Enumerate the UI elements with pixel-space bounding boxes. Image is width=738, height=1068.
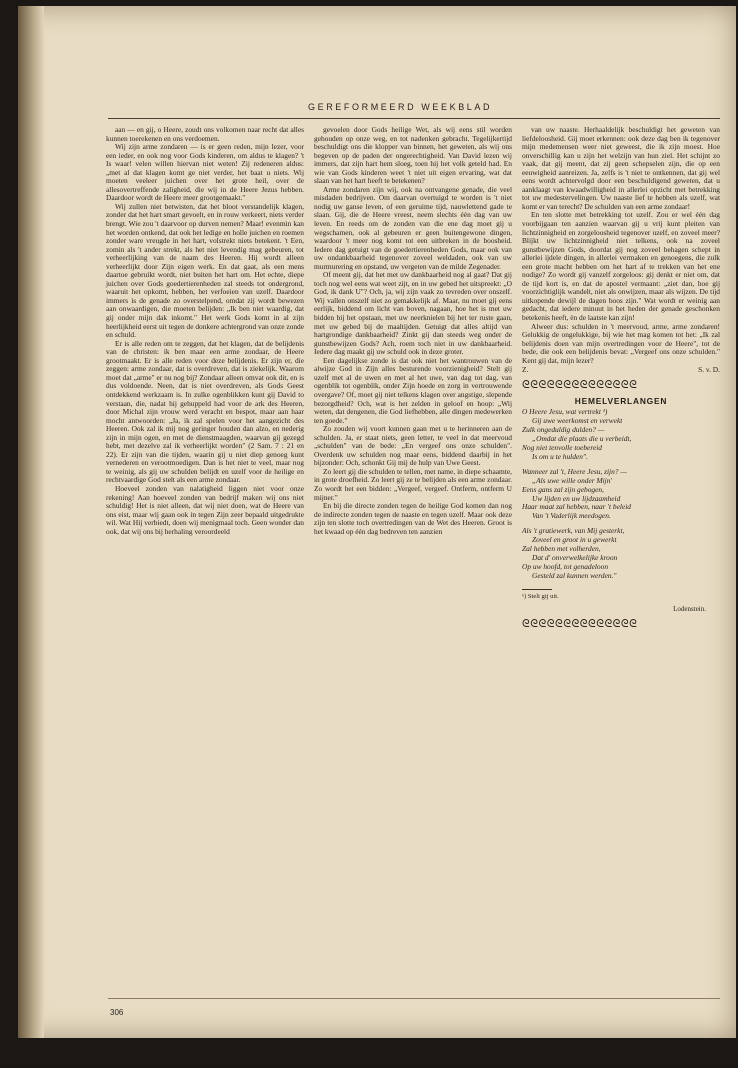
ornament-divider-top: ᘓᘓᘓᘓᘓᘓᘓᘓᘓᘓᘓᘓᘓᘓ [522,378,638,391]
page-number: 306 [110,1008,124,1017]
ornament-divider-bottom: ᘓᘓᘓᘓᘓᘓᘓᘓᘓᘓᘓᘓᘓᘓ [522,617,638,630]
poem-line: Dat d' onverwelkelijke kroon [532,553,618,562]
paragraph: Of meent gij, dat het met uw dankbaarheid nog al gaat? Dat gij toch nog wel eens wat weet zijt, en in uw gebed het uitspreekt: „O God, ik dank U"? Och, ja, wij zijn vaak zo tevreden over onszelf. Wij vallen onszelf niet zo gemakkelijk af. Maar, nu moet gij eens eerlijk, biddend om licht van boven, nagaan, hoe het is met uw bidden bij het opstaan, met uw neerknielen bij het ter ruste gaan, met uw gebed bij de maaltijden. Getuigt dat alles altijd van hartgrondige dankbaarheid? Zinkt gij dan steeds weg onder de gunstbewijzen Gods? Ach, roem toch niet in uw dankbaarheid. Iedere dag maakt gij uw schuld ook in deze groter. [314,270,512,357]
page-header-title: GEREFORMEERD WEEKBLAD [308,102,493,112]
paragraph: Arme zondaren zijn wij, ook na ontvangene genade, die veel misdaden bedrijven. Om daarvan overtuigd te worden is 't niet nodig uw ganse leven, of een geruime tijd, nauwlettend gade te slaan. Gij, die de Heere vreest, neem slechts één dag van uw leven. En reeds om de zonden van die ene dag moet gij u wegschamen, ook al gebeuren er geen buitengewone dingen, waardoor 't meer nog komt tot een uitbreken in de boosheid. Iedere dag getuigt van de goedertierenheden Gods, maar ook van uw ondankbaarheid tegenover zoveel weldaden, ook van uw murmurering en opstand, uw vergeten van de milde Zegenader. [314,184,512,271]
poem-line: „Omdat die plaats die u verbeidt, [532,434,632,444]
paragraph: Er is alle reden om te zeggen, dat het klagen, dat de belijdenis van de christen: ik ben maar een arme zondaar, de Heere grootmaakt. Er is alle reden voor deze belijdenis. Er zijn er, die zeggen: arme zondaar, dat is overdreven, dat is ziekelijk. Waarom moet dat „arme" er nu nog bij? Zondaar alleen omvat ook dit, en is dus voldoende. Neen, dat is niet overdreven, als Gods Geest ontdekkend werkzaam is. In zulke ogenblikken kunt gij David to verstaan, die, nadat hij gehuppeld had voor de ark des Heeren, door Michal zijn vrouw werd veracht en bespot, maar aan haar mocht antwoorden: „Ja, ik zal spelen voor het aangezicht des Heeren. Ook zal ik mij nog geringer houden dan alzo, en nederig zijn in mijn ogen, en met de dienstmaagden, waarvan gij gezegd hebt, met dezelve zal ik verheerlijkt worden" (2 Sam. 7 : 21 en 22). Er zijn van die tijden, waarin gij u niet diep genoeg kunt vernederen en verootmoedigen. Dan is het niet te veel, maar nog te weinig, als gij uw schulden belijdt en uzelf voor de heilige en rechtvaardige God stelt als een arme zondaar. [106,338,304,485]
paragraph: En ten slotte met betrekking tot uzelf. Zou er wel één dag voorbijgaan ten aanzien waarvan gij u vrij kunt pleiten van lichtzinnigheid en zorgeloosheid tegenover uzelf, en zoveel meer? Blijkt uw lichtzinnigheid niet telkens, ook na zoveel gunstbewijzen Gods, doordat gij nog zoveel behagen schept in allerlei ijdele dingen, in allerlei vermaken en genoegens, die zulk een grote macht hebben om het hart af te trekken van het ene nodige? Zo wordt gij vanzelf zorgeloos: gij denkt er niet om, dat de tijd kort is, en dat de apostel vermaant: „ziet dan, hoe gij voorzichtiglijk wandelt, niet als onwijzen, maar als wijzen. De tijd uitkopende dewijl de dagen boos zijn." Wat wordt er weinig aan gedacht, dat iedere minuut in het heden der genade geschonken betekenis heeft, èn de laatste kan zijn! [522,210,720,323]
poem-line: Is om u te hulden". [532,451,588,461]
poem-line: Gij uwe weerkomst en verwekt [532,416,623,426]
header-rule [108,118,720,119]
paragraph: Wij zijn arme zondaren — is er geen reden, mijn lezer, voor een ieder, en ook nog voor Gods kinderen, om aldus te klagen? 't Is waar! velen willen hiervan niet weten! Zij redeneren aldus: „met al dat klagen komt ge niet verder, het baat u niets. Wij moeten veeleer juichen over het grote heil, over de allesovertreffende zaligheid, die wij in de Heere Jezus hebben. Daardoor wordt de Heere meer grootgemaakt." [106,142,304,203]
poem-line: Wanneer zal 't, Heere Jesu, zijn? — [522,466,627,476]
poem-stanza [522,527,720,580]
poem-line: Als 't gratiewerk, van Mij gesterkt, [522,526,625,536]
book-spine-shadow [18,6,44,1038]
footer-rule [108,998,720,999]
paragraph: van uw naaste. Herhaaldelijk beschuldigt het geweten van liefdeloosheid. Gij moet erkennen: ook deze dag ben ik tegenover mijn medemensen weer niet geweest, die ik zijn moest. Hoe onverschillig kan u zijn het welzijn van hun ziel. Het schijnt zo vaak, dat gij meent, dat zij geen schepselen zijn, die op een eeuwigheid aanreizen. Ja, zelfs is 't niet te ontkennen, dat gij wel eens wordt achtervolgd door een beschuldigend geweten, dat u aanklaagt van kwaadwilligheid in allerlei opzicht met betrekking tot uw medestervelingen. Uw naaste lief te hebben als uzelf, wat komt er van terecht? De schulden van een arme zondaar! [522,125,720,211]
paragraph: aan — en gij, o Heere, zoudt ons volkomen naar recht dat alles kunnen toerekenen en ons verdoemen. [106,125,304,143]
poem-footnote: ¹) Stelt gij uit. [522,592,559,600]
poem-line: Uw lijden en uw lijdzaamheid [532,493,621,503]
magazine-page [18,6,736,1038]
paragraph: Zo zouden wij voort kunnen gaan met u te herinneren aan de schulden. Ja, er staat niets, geen letter, te veel in dat meervoud „schulden" van de bede: „En vergeef ons onze schulden". Overdenk uw schulden nog maar eens, biddend daarbij in het bijzonder: Och, schonkt Gij mij de hulp van Uwe Geest. [314,424,512,468]
poem-line: Van 't Vaderlijk meedogen. [532,511,611,521]
paragraph: Hoeveel zonden van nalatigheid liggen niet voor onze rekening! Aan hoeveel zonden van bedrijf maken wij ons niet schuldig! Het is niet alleen, dat wij niet doen, wat de Heere van ons eist, maar wij gaan ook in tegen Zijn zeer bepaald uitgedrukte wil. Wat Hij verbiedt, doen wij menigmaal toch. Geen wonder dan ook, dat wij ons bij herhaling veroordeeld [106,483,304,536]
poem-line: Gesteld zal kunnen werden." [532,570,617,580]
poem-title: HEMELVERLANGEN [574,395,668,406]
poem [522,408,720,580]
paragraph: Alweer dus: schulden in 't meervoud, arme, arme zondaren! Gelukkig de ongelukkige, bij wie het mag komen tot het: „Ik zal belijdenis doen van mijn overtredingen voor de Heere", tot de bede, die ook een belijdenis bevat: „Vergeef ons onze schulden." Kent gij dat, mijn lezer? [522,321,720,365]
poem-line: O Heere Jesu, wat vertrekt ¹) [522,407,608,417]
poem-line: Op uw hoofd, tot genadeloon [522,561,609,571]
paragraph: gevoelen door Gods heilige Wet, als wij eens stil worden gehouden op onze weg, en tot nadenken gebracht. Tegelijkertijd beschuldigt ons die klopper van binnen, het geweten, als wij ons begeven op de paden der ongerechtigheid. Van David lezen wij immers, dat zijn hart hem sloeg, toen hij het volk geteld had. En wie van Gods kinderen weet 't niet uit eigen ervaring, wat dat slaan van het hart heeft te betekenen? [314,125,512,186]
paragraph: Wij zullen niet betwisten, dat het bloot verstandelijk klagen, zonder dat het hart smart gevoelt, en in rouw verkeert, niets verder brengt. Wie zou 't daarvoor op durven nemen? Maar! evenmin kan het worden ontkend, dat ook het ledige en holle juichen en roemen zonder ware vreugde in het hart, volstrekt niets betekent. 't Een, zomin als 't ander strekt, als het niet levendig mag gebeuren, tot verheerlijking van de naam des Heeren. Hij wordt alleen verheerlijkt door Zijn eigen werk. En dat gaat, als een mens daartoe gebruikt wordt, niet buiten het hart om. Het echte, diepe juichen over Gods goedertierenheden zal steeds tot ondergrond, waaruit het opkomt, hebben, het verfoeien van uzelf. Daardoor immers is de genade zo overstelpend, omdat zij wordt bewezen aan onwaardigen, die moeten belijden: „Ik ben niet waardig, dat gij onder mijn dak inkomt." Het werk Gods komt in al zijn heerlijkheid eerst uit tegen de donkere achtergrond van onze zonde en schuld. [106,201,304,340]
poem-line: Zal hebben met volherden, [522,544,601,554]
poem-line: Eens gans zal zijn gebogen, [522,484,604,494]
text-column-3 [522,126,720,636]
poem-line: „Als uwe wille onder Mijn' [532,475,613,485]
poem-author: Lodenstein. [673,605,706,614]
poem-stanza [522,408,720,461]
signature-right: S. v. D. [698,365,720,375]
text-column-2 [314,126,512,536]
poem-line: Zoveel en groot in u gewerkt [532,535,617,545]
article-signature [522,366,720,375]
paragraph: En bij die directe zonden tegen de heilige God komen dan nog de indirecte zonden tegen de naaste en tegen uzelf. Maar ook deze zijn ten slotte toch overtredingen van de Wet des Heeren. Groot is het kwaad op één dag bedreven ten aanzien [314,501,512,536]
poem-line: Haar maat zal hebben, naar 't beleid [522,502,631,512]
paragraph: Een dagelijkse zonde is dat ook niet het wantrouwen van de alwijze God in Zijn alles besturende voorzienigheid? Stelt gij uzelf met al de uwen en met al het uwe, van dag tot dag, van ogenblik tot ogenblik, onder Zijn hoede en zorg in vertrouwende overgave? Of, moet gij niet telkens klagen over angstige, slepende bezorgdheid? Och, wat is het zelden in geloof en hoop: „Wij weten, dat dengenen, die God liefhebben, alle dingen medewerken ten goede." [314,355,512,425]
signature-left: Z. [522,365,529,375]
paragraph: Zo leert gij die schulden te tellen, met name, in diepe schaamte, in grote droefheid. Zo leert gij ze te belijden als een arme zondaar. Zo wordt het een bidden: „Vergeef, vergeef. Ontferm, ontferm U mijner." [314,466,512,502]
footnote-rule [522,589,552,590]
poem-line: Zulk ongeduldig dulden? — [522,425,605,435]
poem-line: Nog niet tenvolle toebereid [522,443,602,453]
poem-stanza [522,468,720,521]
text-column-1 [106,126,304,536]
